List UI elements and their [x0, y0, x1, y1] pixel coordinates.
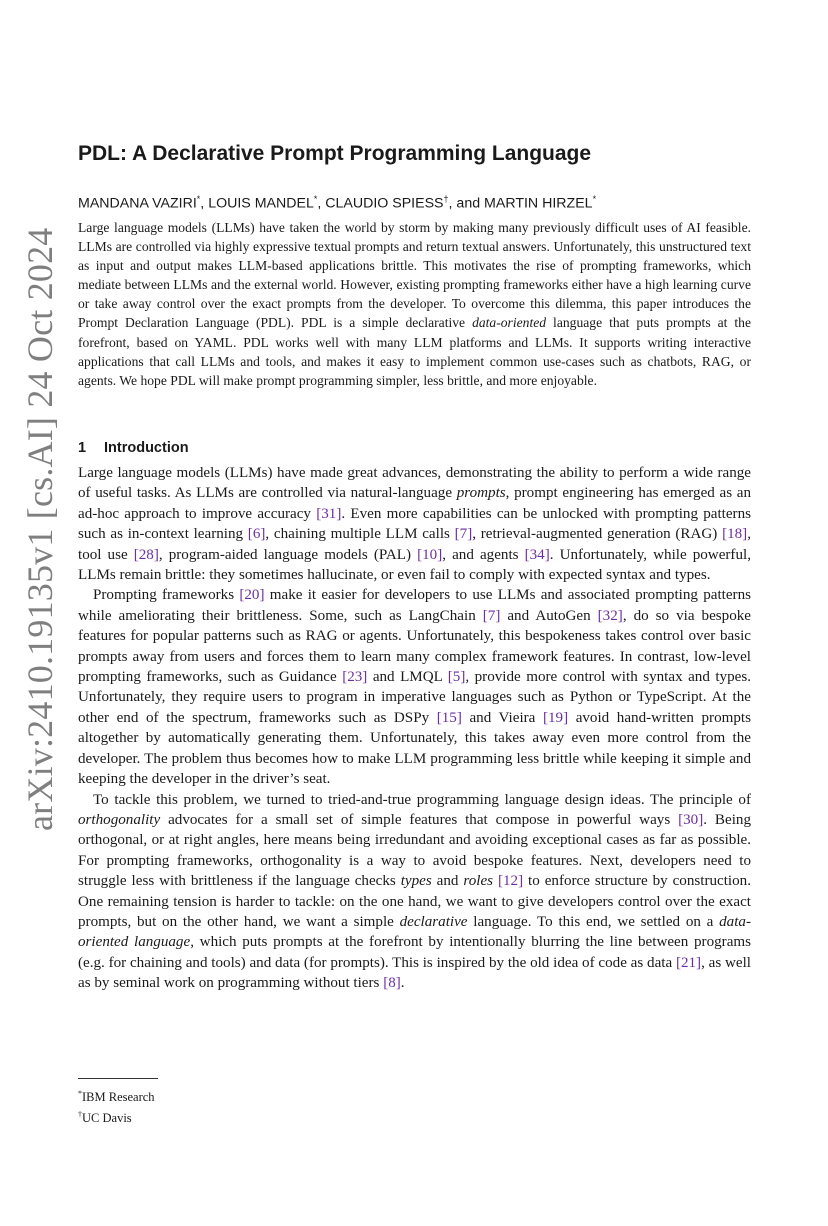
arxiv-side-stamp: arXiv:2410.19135v1 [cs.AI] 24 Oct 2024: [20, 227, 60, 831]
citation-link[interactable]: [6]: [247, 526, 266, 543]
citation-link[interactable]: [19]: [542, 709, 569, 726]
author-name: LOUIS MANDEL: [208, 195, 314, 212]
text-run: make it easier for developers to use LLMs and associated prompting patterns while ameliorating their brittleness. Some, such as LangChain: [78, 587, 752, 624]
author-separator: ,: [317, 195, 326, 212]
text-run: and LMQL: [367, 669, 448, 686]
text-run: .: [400, 975, 405, 992]
text-run: Large language models (LLMs) have made great advances, demonstrating the ability to perform a wide range of useful tasks. As LLMs are controlled via natural-language: [78, 465, 751, 502]
citation-link[interactable]: [8]: [383, 975, 401, 992]
footnote-text: IBM Research: [82, 1090, 155, 1105]
text-run: , retrieval-augmented generation (RAG): [472, 526, 723, 543]
text-run: , provide more control with syntax and types. Unfortunately, they require users to program in imperative languages such as Python or TypeScript. At the other end of the spectrum, frameworks such as DSPy: [78, 669, 751, 726]
citation-link[interactable]: [18]: [722, 526, 748, 543]
text-run: Prompting frameworks: [93, 587, 240, 604]
emphasis-text: roles: [463, 873, 494, 890]
footnote: [78, 1085, 378, 1106]
emphasis-text: types: [400, 873, 432, 890]
text-run: , do so via bespoke features for popular patterns such as RAG or agents. Unfortunately, this bespokeness takes control over basic prompts away from users and forces them to learn many complex framework features. In contrast, low-level prompting frameworks, such as Guidance: [78, 607, 751, 686]
citation-link[interactable]: [30]: [678, 811, 704, 828]
emphasis-text: orthogonality: [78, 811, 161, 828]
footnotes: [78, 1085, 378, 1127]
text-run: and Vieira: [461, 709, 543, 726]
emphasis-text: prompts: [456, 485, 506, 502]
affiliation-mark: †: [443, 194, 449, 204]
citation-link[interactable]: [15]: [436, 709, 462, 726]
affiliation-mark: *: [592, 194, 597, 204]
abstract: [78, 218, 751, 390]
text-run: , program-aided language models (PAL): [158, 546, 418, 563]
author-list: [78, 189, 778, 214]
text-run: language. To this end, we settled on a: [467, 913, 720, 930]
affiliation-mark: *: [313, 194, 318, 204]
author-name: MANDANA VAZIRI: [78, 195, 197, 212]
text-run: . Even more capabilities can be unlocked with prompting patterns such as in-context learning: [78, 505, 752, 543]
body-paragraph: [78, 463, 751, 585]
text-run: advocates for a small set of simple features that compose in powerful ways: [160, 811, 679, 828]
citation-link[interactable]: [32]: [597, 607, 623, 624]
citation-link[interactable]: [21]: [675, 954, 702, 971]
citation-link[interactable]: [31]: [316, 505, 342, 522]
citation-link[interactable]: [34]: [524, 546, 550, 563]
author-name: CLAUDIO SPIESS: [325, 195, 444, 212]
emphasis-text: declarative: [399, 913, 468, 930]
citation-link[interactable]: [20]: [239, 587, 265, 604]
author-separator: , and: [448, 195, 485, 212]
body-paragraph: [78, 585, 751, 789]
text-run: avoid hand-written prompts altogether by automatically generating them. Unfortunately, this takes away even more control from the developer. The problem thus becomes how to make LLM programming less brittle while keeping it simple and keeping the developer in the driver’s seat.: [78, 709, 751, 788]
text-run: , tool use: [78, 526, 751, 563]
text-run: language that puts prompts at the forefront, based on YAML. PDL works well with many LLM platforms and LLMs. It supports writing interactive applications that call LLMs and tools, and makes it easy to implement common use-cases such as chatbots, RAG, or agents. We hope PDL will make prompt programming simpler, less brittle, and more enjoyable.: [78, 315, 751, 388]
text-run: and AutoGen: [500, 607, 598, 624]
author-name: MARTIN HIRZEL: [484, 195, 593, 212]
text-run: to enforce structure by construction. One remaining tension is harder to tackle: on the one hand, we want to give developers control over the exact prompts, but on the other hand, we want a simple: [78, 873, 751, 930]
citation-link[interactable]: [12]: [497, 873, 524, 890]
citation-link[interactable]: [7]: [454, 526, 473, 543]
text-run: , as well as by seminal work on programming without tiers: [78, 954, 751, 992]
footnote-text: UC Davis: [82, 1111, 132, 1126]
citation-link[interactable]: [23]: [342, 669, 368, 686]
body-text: [78, 463, 751, 994]
text-run: . Being orthogonal, or at right angles, here means being irredundant and avoiding exceptional cases as far as possible. For prompting frameworks, orthogonality is a way to avoid bespoke features. Next, developers need to struggle less with brittleness if the language checks: [78, 811, 751, 890]
text-run: . Unfortunately, while powerful, LLMs remain brittle: they sometimes hallucinate, or even fail to comply with expected syntax and types.: [78, 546, 751, 584]
section-number: 1: [78, 440, 87, 456]
footnote-mark: *: [78, 1089, 82, 1098]
citation-link[interactable]: [7]: [482, 607, 501, 624]
footnote: [78, 1106, 378, 1127]
citation-link[interactable]: [10]: [417, 546, 443, 563]
text-run: and: [431, 873, 464, 890]
text-run: , which puts prompts at the forefront by intentionally blurring the line between programs (e.g. for chaining and tools) and data (for prompts). This is inspired by the old idea of code as data: [78, 934, 752, 971]
text-run: , chaining multiple LLM calls: [265, 526, 455, 543]
section-heading: [78, 438, 189, 458]
footnote-rule: [78, 1078, 158, 1079]
text-run: , prompt engineering has emerged as an ad-hoc approach to improve accuracy: [78, 485, 752, 522]
section-title: Introduction: [104, 440, 189, 456]
text-run: To tackle this problem, we turned to tried-and-true programming language design ideas. The principle of: [93, 791, 751, 808]
text-run: Large language models (LLMs) have taken the world by storm by making many previously difficult uses of AI feasible. LLMs are controlled via highly expressive textual prompts and return textual answers. Unfortunately, this unstructured text as input and output makes LLM-based applications brittle. This motivates the rise of prompting frameworks, which mediate between LLMs and the external world. However, existing prompting frameworks either have a high learning curve or take away control over the exact prompts from the developer. To overcome this dilemma, this paper introduces the Prompt Declaration Language (PDL). PDL is a simple declarative: [78, 220, 751, 331]
body-paragraph: [78, 790, 751, 994]
citation-link[interactable]: [5]: [447, 669, 466, 686]
text-run: , and agents: [442, 546, 525, 563]
citation-link[interactable]: [28]: [133, 546, 159, 563]
author-separator: ,: [200, 195, 209, 212]
footnote-mark: †: [78, 1110, 82, 1120]
affiliation-mark: *: [196, 194, 201, 204]
emphasis-text: data-oriented language: [78, 913, 751, 951]
emphasis-text: data-oriented: [472, 315, 547, 331]
paper-title: PDL: A Declarative Prompt Programming Language: [78, 142, 592, 165]
